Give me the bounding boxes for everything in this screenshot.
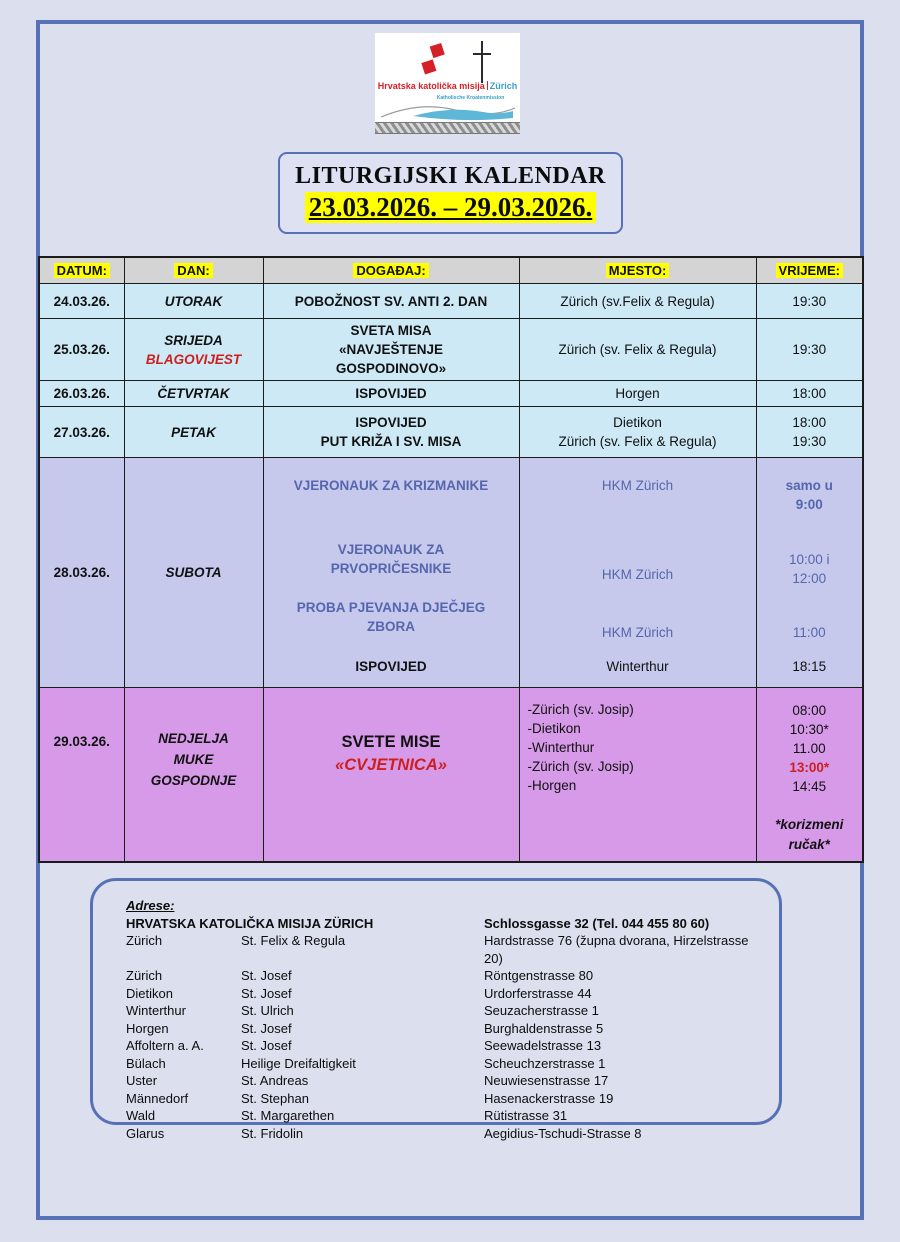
mission-logo (375, 33, 520, 122)
cell-place: Horgen (519, 381, 756, 407)
cell-date: 28.03.26. (39, 458, 124, 688)
cell-date: 29.03.26. (39, 688, 124, 862)
cell-time: 19:30 (756, 319, 863, 381)
table-row-tuesday (39, 284, 863, 319)
cell-date: 26.03.26. (39, 381, 124, 407)
event-catechism-firstcommunion: VJERONAUK ZA PRVOPRIČESNIKE (330, 542, 452, 576)
cross-icon (481, 41, 483, 83)
address-row: Zürich St. Josef Röntgenstrasse 80 (126, 968, 594, 983)
liturgical-calendar-table (38, 256, 864, 863)
cell-day: ČETVRTAK (124, 381, 263, 407)
logo-subtitle: Katholische Kroatenmission (436, 95, 505, 101)
cell-time: 08:00 10:30* 11.00 13:00* 14:45 *korizmeni ručak* (756, 688, 863, 862)
header-vrijeme: VRIJEME: (756, 257, 863, 284)
address-row: Glarus St. Fridolin Aegidius-Tschudi-Strasse 8 (126, 1125, 642, 1141)
logo-wordmark (375, 81, 520, 91)
cell-place: HKM Zürich HKM Zürich HKM Zürich Winterthur (519, 458, 756, 688)
date-range: 23.03.2026. – 29.03.2026. (305, 192, 597, 223)
cell-event: POBOŽNOST SV. ANTI 2. DAN (263, 284, 519, 319)
cell-event (263, 458, 519, 688)
title-box (278, 152, 623, 234)
header-dogadjaj: DOGAĐAJ: (263, 257, 519, 284)
address-row: Dietikon St. Josef Urdorferstrasse 44 (126, 985, 592, 1001)
cell-date: 24.03.26. (39, 284, 124, 319)
highlighted-time: 13:00* (789, 760, 830, 776)
cell-place: Zürich (sv.Felix & Regula) (519, 284, 756, 319)
addresses-box (90, 878, 782, 1141)
mission-name: HRVATSKA KATOLIČKA MISIJA ZÜRICH (126, 915, 374, 931)
cell-place: -Zürich (sv. Josip) -Dietikon -Winterthur -Zürich (sv. Josip) -Horgen (519, 688, 756, 862)
header-mjesto: MJESTO: (519, 257, 756, 284)
address-row: Winterthur St. Ulrich Seuzacherstrasse 1 (126, 1003, 599, 1018)
address-row: Affoltern a. A. St. Josef Seewadelstrasse 13 (126, 1038, 602, 1053)
mass-title: SVETE MISE (341, 733, 441, 752)
cell-time: 19:30 (756, 284, 863, 319)
cell-time: samo u 9:00 10:00 i 12:00 11:00 18:15 (756, 458, 863, 688)
table-row-saturday (39, 458, 863, 688)
cell-event: ISPOVIJED PUT KRIŽA I SV. MISA (263, 407, 519, 458)
cell-place: Dietikon Zürich (sv. Felix & Regula) (519, 407, 756, 458)
cell-event (263, 688, 519, 862)
address-row: Wald St. Margarethen Rütistrasse 31 (126, 1108, 568, 1123)
wave-icon (375, 99, 520, 122)
table-row-friday (39, 407, 863, 458)
cell-day: NEDJELJA MUKE GOSPODNJE (124, 688, 263, 862)
cell-day: PETAK (124, 407, 263, 458)
mission-address: Schlossgasse 32 (Tel. 044 455 80 60) (484, 915, 710, 931)
lenten-lunch-note: *korizmeni ručak* (775, 817, 844, 853)
table-row-sunday (39, 688, 863, 862)
event-catechism-confirmands: VJERONAUK ZA KRIZMANIKE (293, 478, 489, 493)
logo-org-name: Hrvatska katolička misija (377, 81, 485, 91)
cross-icon-arm (473, 53, 491, 55)
cell-time: 18:00 19:30 (756, 407, 863, 458)
cell-day: SUBOTA (124, 458, 263, 688)
cell-day: UTORAK (124, 284, 263, 319)
page-title: LITURGIJSKI KALENDAR (295, 163, 606, 189)
addresses-heading: Adrese: (126, 898, 175, 913)
address-row: Männedorf St. Stephan Hasenackerstrasse 19 (126, 1090, 614, 1106)
palm-sunday-label: «CVJETNICA» (335, 756, 447, 775)
feast-label: BLAGOVIJEST (145, 351, 242, 367)
address-row: Uster St. Andreas Neuwiesenstrasse 17 (126, 1073, 609, 1088)
event-choir-rehearsal: PROBA PJEVANJA DJEČJEG ZBORA (296, 600, 486, 634)
cell-event: SVETA MISA «NAVJEŠTENJE GOSPODINOVO» (263, 319, 519, 381)
mission-address-row (126, 915, 769, 933)
header-datum: DATUM: (39, 257, 124, 284)
table-row-wednesday (39, 319, 863, 381)
logo-divider (487, 81, 488, 90)
table-row-thursday (39, 381, 863, 407)
table-header-row (39, 257, 863, 284)
croatian-checkerboard-icon (415, 41, 453, 79)
cell-day: SRIJEDA BLAGOVIJEST (124, 319, 263, 381)
logo-city: Zürich (489, 81, 518, 91)
address-row: Bülach Heilige Dreifaltigkeit Scheuchzerstrasse 1 (126, 1055, 606, 1071)
cell-date: 27.03.26. (39, 407, 124, 458)
cell-place: Zürich (sv. Felix & Regula) (519, 319, 756, 381)
event-confession: ISPOVIJED (355, 659, 427, 674)
cell-date: 25.03.26. (39, 319, 124, 381)
cell-event: ISPOVIJED (263, 381, 519, 407)
cell-time: 18:00 (756, 381, 863, 407)
rope-divider (375, 122, 520, 134)
address-row: Zürich St. Felix & Regula Hardstrasse 76 (župna dvorana, Hirzelstrasse 20) (126, 933, 749, 966)
address-row: Horgen St. Josef Burghaldenstrasse 5 (126, 1020, 604, 1036)
header-dan: DAN: (124, 257, 263, 284)
